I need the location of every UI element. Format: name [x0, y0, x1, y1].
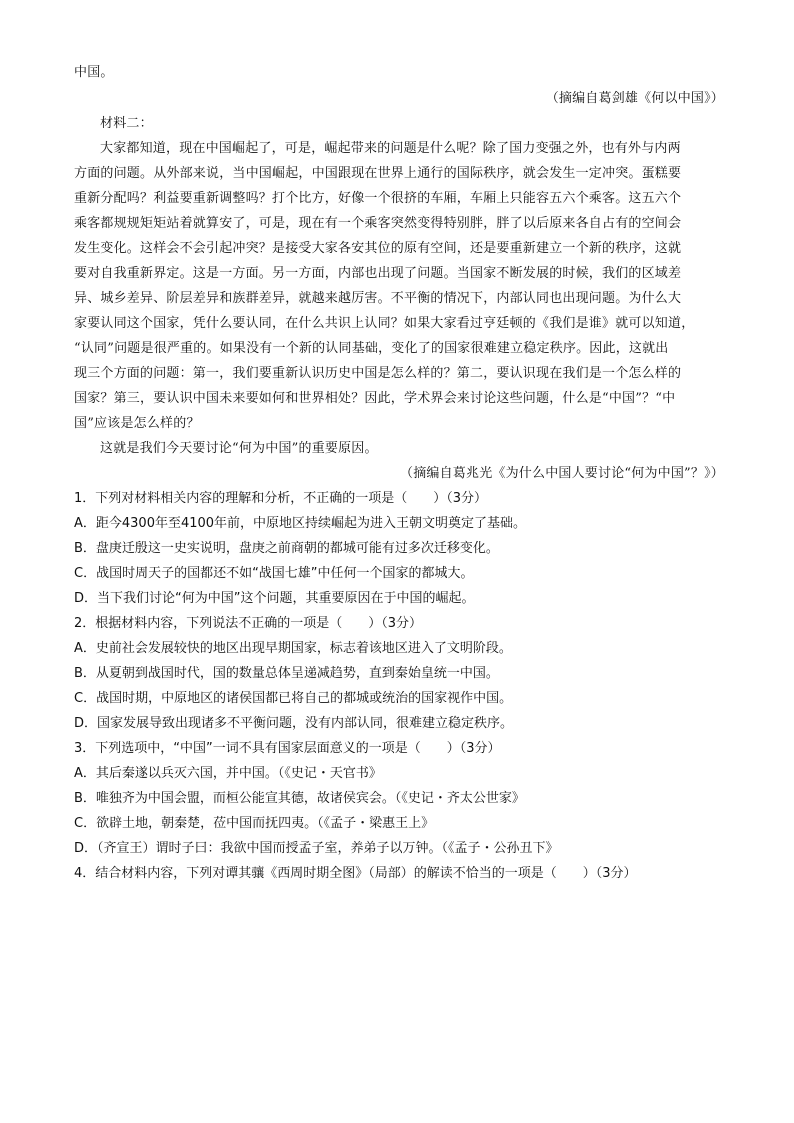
material-two-line: 家要认同这个国家，凭什么要认同，在什么共识上认同？如果大家看过亨廷顿的《我们是谁》就可以知道，: [74, 316, 695, 331]
question-3-option-b: B．唯独齐为中国会盟，而桓公能宣其德，故诸侯宾会。（《史记・齐太公世家》: [74, 791, 525, 806]
material-two-closing: 这就是我们今天要讨论“何为中国”的重要原因。: [100, 441, 378, 456]
question-2-option-b: B．从夏朝到战国时代，国的数量总体呈递减趋势，直到秦始皇统一中国。: [74, 666, 499, 681]
material-two-line: 国家？第三，要认识中国未来要如何和世界相处？因此，学术界会来讨论这些问题，什么是“中国”？“中: [74, 391, 676, 406]
material-two-source: （摘编自葛兆光《为什么中国人要讨论“何为中国”？》）: [400, 466, 724, 481]
question-1-option-d: D．当下我们讨论“何为中国”这个问题，其重要原因在于中国的崛起。: [74, 591, 475, 606]
material-two-line: 乘客都规规矩矩站着就算安了，可是，现在有一个乘客突然变得特别胖，胖了以后原来各自占有的空间会: [74, 216, 682, 231]
question-2-option-c: C．战国时期，中原地区的诸侯国都已将自己的都城或统治的国家视作中国。: [74, 691, 513, 706]
question-3-option-d: D．（齐宣王）谓时子曰：我欲中国而授孟子室，养弟子以万钟。（《孟子・公孙丑下》: [74, 841, 559, 856]
question-2-option-a: A．史前社会发展较快的地区出现早期国家，标志着该地区进入了文明阶段。: [74, 641, 512, 656]
material-two-line: “认同”问题是很严重的。如果没有一个新的认同基础，变化了的国家很难建立稳定秩序。因此，这就出: [74, 341, 669, 356]
material-two-line: 发生变化。这样会不会引起冲突？是接受大家各安其位的原有空间，还是要重新建立一个新的秩序，这就: [74, 241, 682, 256]
material-two-line: 国”应该是怎么样的？: [74, 416, 200, 431]
question-1-option-a: A．距今4300年至4100年前，中原地区持续崛起为进入王朝文明奠定了基础。: [74, 516, 527, 531]
material-two-line: 异、城乡差异、阶层差异和族群差异，就越来越厉害。不平衡的情况下，内部认同也出现问题。为什么大: [74, 291, 682, 306]
material-one-source: （摘编自葛剑雄《何以中国》）: [545, 91, 724, 106]
question-1-stem: 1．下列对材料相关内容的理解和分析，不正确的一项是（ ）（3分）: [74, 491, 488, 506]
material-two-line: 要对自我重新界定。这是一方面。另一方面，内部也出现了问题。当国家不断发展的时候，我们的区域差: [74, 266, 682, 281]
material-two-line: 现三个方面的问题：第一，我们要重新认识历史中国是怎么样的？第二，要认识现在我们是一个怎么样的: [74, 366, 682, 381]
material-two-line: 大家都知道，现在中国崛起了，可是，崛起带来的问题是什么呢？除了国力变强之外，也有外与内两: [100, 141, 681, 156]
question-2-option-d: D．国家发展导致出现诸多不平衡问题，没有内部认同，很难建立稳定秩序。: [74, 716, 514, 731]
question-3-stem: 3．下列选项中，“中国”一词不具有国家层面意义的一项是（ ）（3分）: [74, 741, 501, 756]
question-1-option-b: B．盘庚迁殷这一史实说明，盘庚之前商朝的都城可能有过多次迁移变化。: [74, 541, 499, 556]
material-two-line: 方面的问题。从外部来说，当中国崛起，中国跟现在世界上通行的国际秩序，就会发生一定冲突。蛋糕要: [74, 166, 682, 181]
material-two-heading: 材料二：: [100, 116, 153, 131]
material-one-tail-text: 中国。: [74, 65, 114, 80]
question-3-option-a: A．其后秦遂以兵灭六国，并中国。（《史记・天官书》: [74, 766, 382, 781]
material-two-line: 重新分配吗？利益要重新调整吗？打个比方，好像一个很挤的车厢，车厢上只能容五六个乘客。这五六个: [74, 191, 682, 206]
question-1-option-c: C．战国时周天子的国都还不如“战国七雄”中任何一个国家的都城大。: [74, 566, 474, 581]
question-3-option-c: C．欲辟土地，朝秦楚，莅中国而抚四夷。（《孟子・梁惠王上》: [74, 816, 435, 831]
question-2-stem: 2．根据材料内容，下列说法不正确的一项是（ ）（3分）: [74, 616, 423, 631]
question-4-stem: 4．结合材料内容，下列对谭其骧《西周时期全图》（局部）的解读不恰当的一项是（ ）（3分）: [74, 866, 637, 881]
